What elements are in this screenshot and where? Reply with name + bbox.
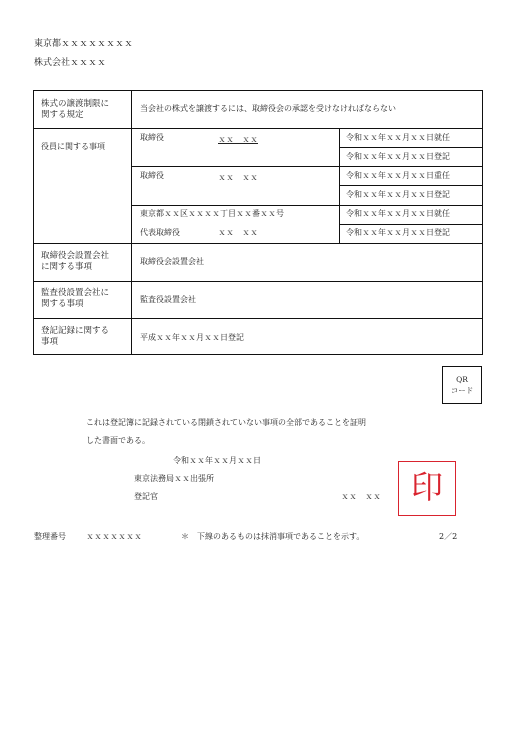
reference-number-label: 整理番号: [34, 532, 66, 541]
record-label: 登記記録に関する 事項: [41, 326, 110, 347]
registry-table: [33, 90, 483, 355]
officer-date: 令和ｘｘ年ｘｘ月ｘｘ日就任: [346, 133, 450, 142]
officer-name: ｘｘ ｘｘ: [218, 228, 258, 237]
row-divider: [34, 318, 482, 319]
registry-office: 東京法務局ｘｘ出張所: [134, 474, 214, 483]
certification-text-line1: これは登記簿に記録されている閉鎖されていない事項の全部であることを証明: [86, 418, 366, 427]
officer-title: 取締役: [140, 133, 164, 142]
board-label: 取締役会設置会社 に関する事項: [41, 251, 110, 272]
officer-name: ｘｘ ｘｘ: [218, 173, 258, 182]
date-divider: [339, 185, 482, 186]
qr-code-box: QR コード: [442, 366, 482, 404]
share-transfer-content: 当会社の株式を譲渡するには、取締役会の承認を受けなければならない: [140, 104, 396, 113]
row-divider: [34, 243, 482, 244]
officer-address: 東京都ｘｘ区ｘｘｘｘ丁目ｘｘ番ｘｘ号: [140, 209, 284, 218]
officer-date: 令和ｘｘ年ｘｘ月ｘｘ日就任: [346, 209, 450, 218]
certification-text-line2: した書面である。: [86, 436, 150, 445]
official-seal-stamp: 印: [398, 461, 456, 516]
share-transfer-label: 株式の譲渡制限に 関する規定: [41, 99, 110, 120]
date-divider: [339, 224, 482, 225]
company-name: 株式会社ｘｘｘｘ: [34, 58, 107, 68]
board-content: 取締役会設置会社: [140, 257, 204, 266]
officer-divider: [131, 166, 482, 167]
officer-date: 令和ｘｘ年ｘｘ月ｘｘ日重任: [346, 171, 450, 180]
company-address: 東京都ｘｘｘｘｘｘｘｘ: [34, 39, 134, 49]
date-divider: [339, 147, 482, 148]
registrar-title: 登記官: [134, 492, 158, 501]
row-divider: [34, 128, 482, 129]
officer-title: 取締役: [140, 171, 164, 180]
registrar-name: ｘｘ ｘｘ: [341, 492, 381, 501]
auditor-label: 監査役設置会社に 関する事項: [41, 288, 110, 309]
officer-date: 令和ｘｘ年ｘｘ月ｘｘ日登記: [346, 228, 450, 237]
officers-label: 役員に関する事項: [41, 142, 105, 151]
footnote: ＊ 下線のあるものは抹消事項であることを示す。: [181, 532, 365, 541]
row-divider: [34, 281, 482, 282]
officer-title: 代表取締役: [140, 228, 180, 237]
officer-divider: [131, 205, 482, 206]
page-number: 2／2: [439, 532, 458, 541]
record-content: 平成ｘｘ年ｘｘ月ｘｘ日登記: [140, 333, 244, 342]
auditor-content: 監査役設置会社: [140, 295, 196, 304]
officer-name: ｘｘ ｘｘ: [218, 135, 258, 144]
certification-date: 令和ｘｘ年ｘｘ月ｘｘ日: [173, 456, 261, 465]
reference-number-value: ｘｘｘｘｘｘｘ: [86, 532, 142, 541]
officer-date: 令和ｘｘ年ｘｘ月ｘｘ日登記: [346, 190, 450, 199]
officer-date: 令和ｘｘ年ｘｘ月ｘｘ日登記: [346, 152, 450, 161]
column-divider: [131, 91, 132, 354]
